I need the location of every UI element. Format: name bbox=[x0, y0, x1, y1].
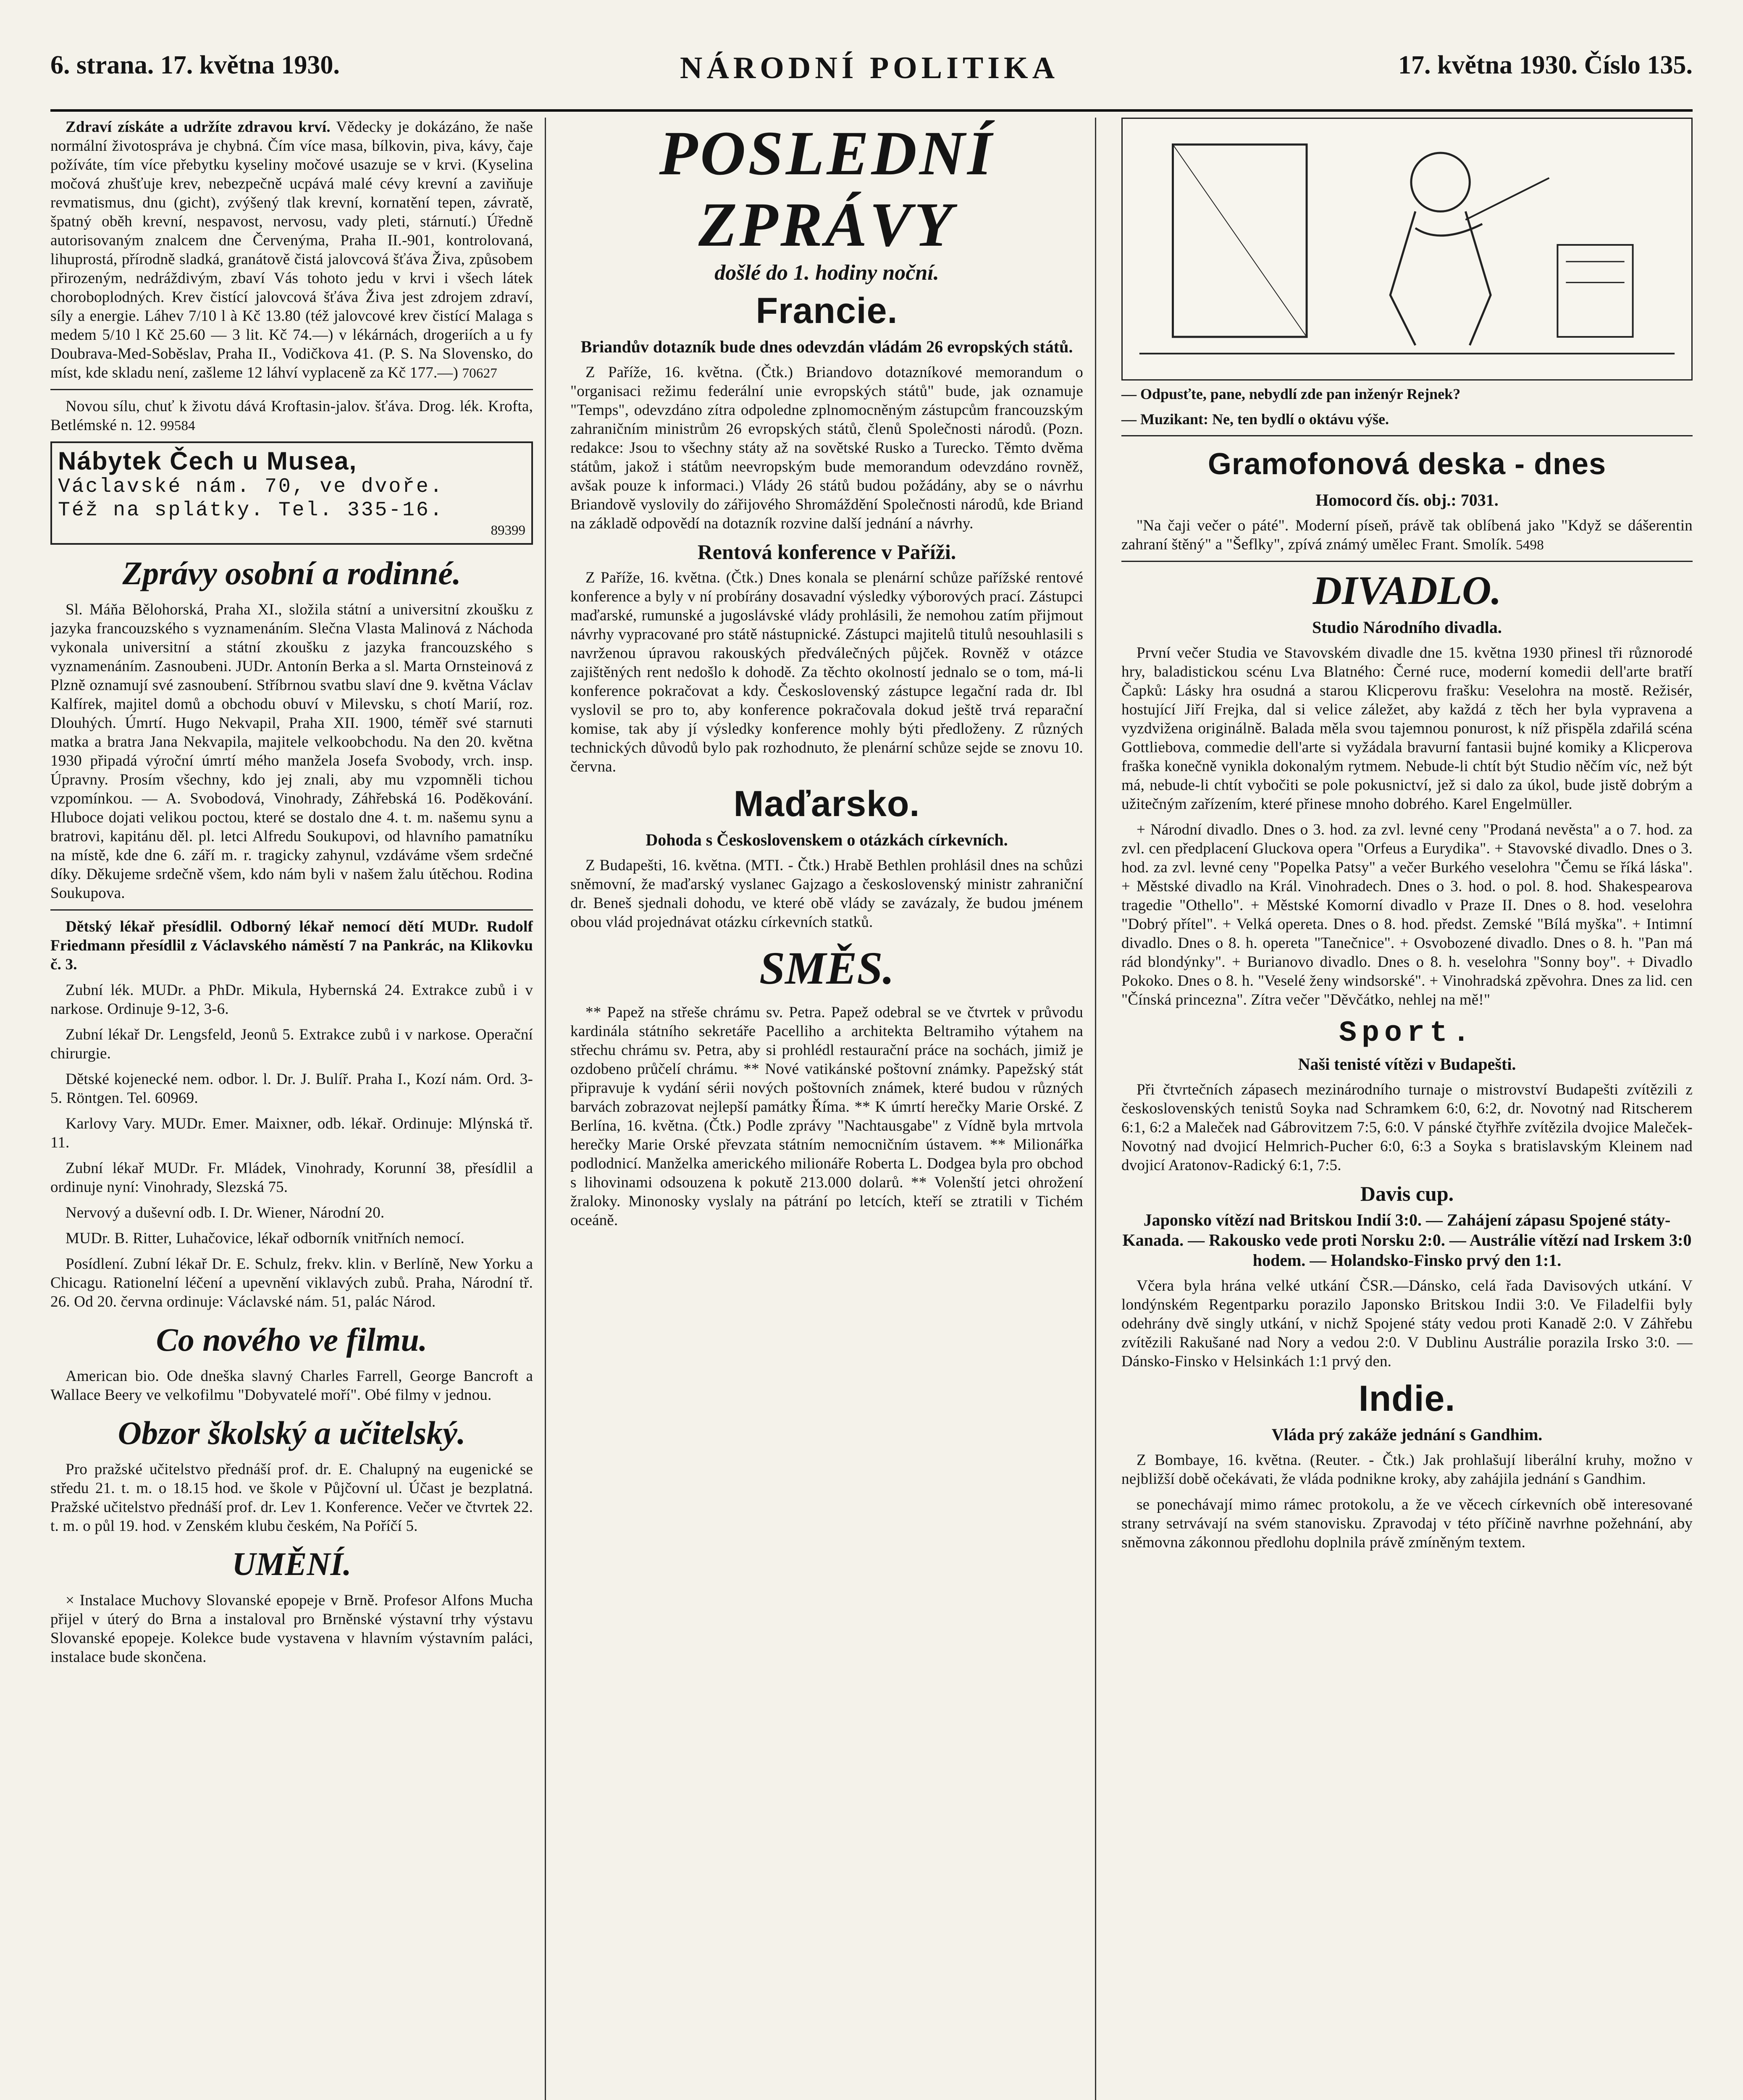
section-text-mix: ** Papež na střeše chrámu sv. Petra. Papež odebral se ve čtvrtek v průvodu kardinála státního sekretáře Pacelliho a architekta Beltramiho výtahem na střechu chrámu sv. Petra, aby si prohlédl restaurační práce na sochách, jimiž je ozdobeno průčelí chrámu. ** Nové vatikánské poštovní známky. Papežský stát připravuje k vydání sérii nových poštovních známek, které budou v různých barvách zobrazovat nejlepší památky Říma. ** K úmrtí herečky Marie Orské. Z Berlína, 16. května. (Čtk.) Podle zprávy "Nachtausgabe" z Vídně byla mrtvola herečky Marie Orské převzata státním nemocničním ústavem. ** Milionářka podlodnicí. Manželka amerického milionáře Roberta L. Dodgea byla pro obchod s lihovinami odsouzena k pokutě 213.000 dolarů. ** Volenští jetci ohrožení žraloky. Minonosky vyslaly na pátrání po letcích, kteří se ztratili v Tichém oceáně. bbox=[570, 1004, 1083, 1229]
ad-kroftasin bbox=[50, 397, 533, 435]
section-text-film: American bio. Ode dneška slavný Charles Farrell, George Bancroft a Wallace Beery ve velkofilmu "Dobyvatelé moří". Obé filmy v jednou. bbox=[50, 1368, 533, 1404]
latest-news-subtitle: došlé do 1. hodiny noční. bbox=[714, 261, 939, 285]
subheading-hungary: Dohoda s Československem o otázkách církevních. bbox=[646, 830, 1008, 849]
ad-gramophone-text bbox=[1121, 516, 1693, 554]
classified-item: Zubní lék. MUDr. a PhDr. Mikula, Hybernská 24. Extrakce zubů i v narkose. Ordinuje 9-12, 3-6. bbox=[50, 982, 533, 1018]
section-text-theatre: První večer Studia ve Stavovském divadle dne 15. května 1930 přinesl tři různorodé hry, baladistickou scénu Lva Blatného: Černé ruce, moderní komedii dell'arte bratří Čapků: Lásky hra osudná a starou Klicperovu frašku: Veselohra na mostě. Režisér, hostující Jiří Frejka, dal si velice záležet, aby každá z těch her byla vypravena a vyzdvižena originálně. Balada měla svou tajemnou ponurost, k níž přispěla zdařilá scéna Gottliebova, commedie dell'arte si vyžádala bravurní fantasii bujné komiky a Klicperova fraška konečně vynikla dokonalým rytmem. Nebude-li chtít být Studio něčím víc, než být má, nebude-li chtít vybočiti se pole pokusnictví, jež si dalo za úkol, bude jistě dobrým a užitečným zařízením, které přinese mnoho dobrého. Karel Engelmüller. bbox=[1121, 644, 1693, 813]
divider bbox=[1121, 561, 1693, 562]
ad-gramophone-sub: Homocord čís. obj.: 7031. bbox=[1315, 491, 1499, 509]
ad-code: 99584 bbox=[160, 418, 195, 433]
heading-france: Francie. bbox=[756, 291, 898, 331]
theatre-program: + Národní divadlo. Dnes o 3. hod. za zvl. levné ceny "Prodaná nevěsta" a o 7. hod. za zvl. cen předplacení Gluckova opera "Orfeus a Eurydika". + Stavovské divadlo. Dnes o 3. hod. za zvl. levné ceny "Popelka Patsy" a večer Burkého veselohra "Čemu se říká láska". + Městské divadlo na Král. Vinohradech. Dnes o 3. hod. o pol. 8. hod. Shakespearova tragedie "Othello". + Městské Komorní divadlo v Praze II. Dnes o 8. hod. veselohra "Dobrý přítel". + Velká opereta. Dnes o 8. hod. předst. Zemské "Bílá myška". + Intimní divadlo. Dnes o 8. h. opereta "Tanečnice". + Osvobozené divadlo. Dnes o 8. h. "Pan má rád blondýnky". + Burianovo divadlo. Dnes o 8. h. veselohra "Sonny boy". + Divadlo Pokoko. Dnes o 8. h. "Veselé ženy windsorské". + Vinohradská zpěvohra. Dnes za lid. cen "Čínská princezna". Zítra večer "Děvčátko, nehlej na mě!" bbox=[1121, 821, 1693, 1008]
classified-item: Karlovy Vary. MUDr. Emer. Maixner, odb. lékař. Ordinuje: Mlýnská tř. 11. bbox=[50, 1115, 533, 1151]
masthead bbox=[50, 38, 1693, 112]
heading-hungary: Maďarsko. bbox=[733, 784, 920, 824]
section-title-art: UMĚNÍ. bbox=[232, 1546, 352, 1582]
heading-rent-conference: Rentová konference v Paříži. bbox=[697, 540, 956, 564]
article-continuation: se ponechávají mimo rámec protokolu, a že ve věcech církevních obě interesované strany setrvávají na svém stanovisku. Zpravodaj v této příčině navrhne požehnání, aby sněmovna zákonnou předlohu doplnila právě zmíněným textem. bbox=[1121, 1496, 1693, 1551]
section-title-school: Obzor školský a učitelský. bbox=[118, 1415, 466, 1451]
column-left bbox=[50, 118, 546, 2100]
article-rent-conference: Z Paříže, 16. května. (Čtk.) Dnes konala se plenární schůze pařížské rentové konference a byly v ní probírány dosavadní výsledky výborových prací. Zástupci maďarské, rumunské a jugoslávské vlády prohlásili, že nemohou zatím přijmout návrhy vypracované pro státě nástupnické. Zástupci majitelů titulů nesouhlasili s navrženou úpravou rakouských předválečných půjček. Rovněž v otázce zajištěných rent nedošlo k dohodě. Za těchto okolností jednalo se o tom, má-li konference pokračovat a kdy. Československý zástupce legační rada dr. Ibl vyslovil se pro to, aby konference pokračovala dokud ještě trvá reparační komise, tak aby jí výsledky konference mohly býti předloženy. Z různých technických důvodů bylo pak rozhodnuto, že plenární schůze sejde se znovu 10. června. bbox=[570, 569, 1083, 775]
ad-furniture-phone: Též na splátky. Tel. 335-16. bbox=[58, 499, 444, 522]
classified-item: Zubní lékař MUDr. Fr. Mládek, Vinohrady, Korunní 38, přesídlil a ordinuje nyní: Vinohrady, Slezská 75. bbox=[50, 1160, 533, 1196]
ad-furniture-address: Václavské nám. 70, ve dvoře. bbox=[58, 475, 444, 498]
cartoon-caption: — Odpusťte, pane, nebydlí zde pan inženýr Rejnek? bbox=[1121, 386, 1461, 402]
ad-furniture-title: Nábytek Čech u Musea, bbox=[58, 447, 357, 475]
ad-gramophone-body: "Na čaji večer o páté". Moderní píseň, právě tak oblíbená jako "Když se dášerentin zahraní štěný" a "Šeflky", zpívá známý umělec Frant. Smolík. bbox=[1121, 517, 1693, 553]
section-title-theatre: DIVADLO. bbox=[1312, 568, 1502, 613]
section-title-personal: Zprávy osobní a rodinné. bbox=[122, 555, 461, 591]
section-text-art: × Instalace Muchovy Slovanské epopeje v Brně. Profesor Alfons Mucha přijel v úterý do Brna a instaloval pro Brněnské výstavní trhy výstavu Slovanské epopeje. Kolekce bude vystavena v hlavním výstavním paláci, instalace bude skončena. bbox=[50, 1592, 533, 1666]
heading-india: Indie. bbox=[1358, 1378, 1456, 1419]
page-issue-right: 17. května 1930. Číslo 135. bbox=[1398, 51, 1693, 79]
section-text-personal: Sl. Máňa Bělohorská, Praha XI., složila státní a universitní zkoušku z jazyka francouzského s vyznamenáním. Slečna Vlasta Malinová z Náchoda vykonala universitní a státní zkoušku z jazyka francouzského s vyznamenáním. Zasnoubeni. JUDr. Antonín Berka a sl. Marta Ornsteinová z Plzně oznamují své zasnoubení. Stříbrnou svatbu slaví dne 9. května Václav Kalfírek, majitel domů a obchodu obuví v Milevsku, s chotí Marií, roz. Dlouhých. Úmrtí. Hugo Nekvapil, Praha XII. 1900, téměř své starnuti matka a bratra Jana Nekvapila, majitele velkoobchodu. Na den 20. května 1930 připadá výroční úmrtí mého manžela Josefa Svobody, vrch. insp. Úpravny. Prosím všechny, kdo jej znali, aby mu vzpomněli tichou vzpomínkou. — A. Svobodová, Vinohrady, Záhřebská 16. Poděkování. Hluboce dojati velikou poctou, které se dostalo dne 4. t. m. našemu synu a bratrovi, kapitánu děl. pl. letci Alfredu Soukupovi, od hlavního pamatníku na místě, kde dne 6. září m. r. tragicky zahynul, vzdáváme všem srdečné díky. Děkujeme srdečně všem, kdo nám byli v našem žalu útěchou. Rodina Soukupova. bbox=[50, 601, 533, 902]
subheading-davis-cup: Japonsko vítězí nad Britskou Indií 3:0. — Zahájení zápasu Spojené státy-Kanada. — Rakousko vede proti Norsku 2:0. — Austrálie vítězí nad Irskem 3:0 hodem. — Holandsko-Finsko prvý den 1:1. bbox=[1122, 1210, 1692, 1270]
ad-kroftasin-text: Novou sílu, chuť k životu dává Kroftasin-jalov. šťáva. Drog. lék. Krofta, Betlémské n. 12. bbox=[50, 398, 533, 434]
classified-item: Dětské kojenecké nem. odbor. l. Dr. J. Bulíř. Praha I., Kozí nám. Ord. 3-5. Röntgen. Tel. 60969. bbox=[50, 1071, 533, 1107]
divider bbox=[50, 909, 533, 911]
section-title-film: Co nového ve filmu. bbox=[156, 1321, 428, 1358]
cartoon bbox=[1121, 118, 1693, 381]
section-sub-theatre: Studio Národního divadla. bbox=[1312, 618, 1502, 637]
subheading-briand: Briandův dotazník bude dnes odevzdán vládám 26 evropských států. bbox=[580, 337, 1073, 356]
ad-gramophone-title: Gramofonová deska - dnes bbox=[1208, 447, 1606, 481]
heading-davis-cup: Davis cup. bbox=[1360, 1182, 1454, 1205]
classified-item: Nervový a duševní odb. I. Dr. Wiener, Národní 20. bbox=[66, 1204, 385, 1221]
ad-ziva-lead: Zdraví získáte a udržíte zdravou krví. bbox=[66, 118, 331, 136]
page-date-left: 6. strana. 17. května 1930. bbox=[50, 51, 340, 79]
column-middle bbox=[559, 118, 1096, 2100]
classified-item: Dětský lékař přesídlil. Odborný lékař nemocí dětí MUDr. Rudolf Friedmann přesídlil z Václavského náměstí 7 na Pankrác, na Klikovku č. 3. bbox=[50, 918, 533, 973]
ad-code: 89399 bbox=[491, 523, 525, 538]
ad-ziva-block bbox=[50, 118, 533, 382]
article-briand: Z Paříže, 16. května. (Čtk.) Briandovo dotazníkové memorandum o "organisaci režimu federální unie evropských států" bude, jak oznamuje "Temps", odevzdáno zítra odpoledne zplnomocněným zástupcům francouzským zahraničním ministrům 26 evropských států, členů Společnosti národů. (Pozn. redakce: Jsou to všechny státy až na sovětské Rusko a Turecko. Těmto dvěma státům, jakož i státům neevropským bude memorandum odevzdáno rovněž, avšak pouze k informaci.) Vlády 26 států budou požádány, aby se o návrhu Briandově vyslovily do zářijového Shromáždění Společnosti národů, kde Briand na základě odpovědí na dotazník rozvine další jednání a návrhy. bbox=[570, 364, 1083, 532]
cartoon-reply: — Muzikant: Ne, ten bydlí o oktávu výše. bbox=[1121, 411, 1389, 428]
violinist-illustration bbox=[1123, 119, 1691, 379]
latest-news-banner bbox=[570, 118, 1083, 286]
classified-item: Zubní lékař Dr. Lengsfeld, Jeonů 5. Extrakce zubů i v narkose. Operační chirurgie. bbox=[50, 1026, 533, 1062]
section-text-school: Pro pražské učitelstvo přednáší prof. dr. E. Chalupný na eugenické se středu 21. t. m. o 18.15 hod. ve škole v Půjčovní ul. Účast je bezplatná. Pražské učitelstvo přednáší prof. dr. Lev 1. Konference. Večer ve čtvrtek 22. t. m. o půl 19. hod. v Zenském klubu českém, Na Poříčí 5. bbox=[50, 1461, 533, 1535]
ad-furniture-box bbox=[50, 441, 533, 545]
ad-code: 5498 bbox=[1516, 538, 1544, 553]
section-title-mix: SMĚS. bbox=[759, 942, 895, 994]
classified-item: MUDr. B. Ritter, Luhačovice, lékař odborník vnitřních nemocí. bbox=[66, 1230, 465, 1247]
article-davis-cup: Včera byla hrána velké utkání ČSR.—Dánsko, celá řada Davisových utkání. V londýnském Regentparku porazilo Japonsko Britskou Indii 3:0. Ve Filadelfii byly odehrány dvě singly utkání, v nichž Spojené státy vedou proti Kanadě 2:0. V Záhřebu zvítězili Rakušané nad Nory a vedou 2:0. V Dublinu Austrálie porazila Irsko 3:0. — Dánsko-Finsko v Helsinkách 1:1 prvý den. bbox=[1121, 1277, 1693, 1370]
subheading-india: Vláda prý zakáže jednání s Gandhim. bbox=[1271, 1425, 1543, 1444]
column-right bbox=[1109, 118, 1693, 2100]
latest-news-title: POSLEDNÍ ZPRÁVY bbox=[659, 118, 995, 260]
ad-code: 70627 bbox=[462, 366, 497, 381]
divider bbox=[50, 389, 533, 390]
divider bbox=[1121, 435, 1693, 436]
newspaper-title: NÁRODNÍ POLITIKA bbox=[680, 51, 1059, 85]
article-india: Z Bombaye, 16. května. (Reuter. - Čtk.) Jak prohlašují liberální kruhy, možno v nejbližší době očekávati, že vláda podnikne kroky, aby zahájila jednání s Gandhim. bbox=[1121, 1452, 1693, 1488]
article-hungary: Z Budapešti, 16. května. (MTI. - Čtk.) Hrabě Bethlen prohlásil dnes na schůzi sněmovní, že maďarský vyslanec Gajzago a československý ministr zahraniční dr. Beneš sjednali dohodu, ve které obě vlády se zavázaly, že budou jménem obou vlád projednávat otázku církevních statků. bbox=[570, 857, 1083, 931]
classified-item: Posídlení. Zubní lékař Dr. E. Schulz, frekv. klin. v Berlíně, New Yorku a Chicagu. Rationelní léčení a upevnění viklavých zubů. Praha, Národní tř. 26. Od 20. června ordinuje: Václavské nám. 51, palác Národ. bbox=[50, 1255, 533, 1310]
ad-ziva-text: Vědecky je dokázáno, že naše normální životospráva je chybná. Čím více masa, bílkovin, piva, kávy, čaje požíváte, tím více přebytku kyseliny močové usazuje se v krvi. (Kyselina močová zhušťuje krev, nebezpečně ucpává malé cévy krevní a zaviňuje revmatismus, dnu (gicht), zvýšený tlak krevní, kornatění tepen, závratě, špatný oběh krevní, nespavost, nervosu, vady pleti, stárnutí.) Úředně autorisovaným znalcem dne Červenýma, Praha II.-901, kontrolovaná, lihuprostá, přírodně sladká, granátově čistá jalovcová šťáva Živa, způsobem přirozeným, nedráždivým, zbaví Vás tohoto jedu v krvi i všech látek choroboplodných. Krev čistící jalovcová šťáva Živa jest zdrojem zdraví, síly a energie. Láhev 7/10 l à Kč 13.80 (též jalovcové krev čistící Malaga s medem 5/10 l Kč 25.60 — 3 lit. Kč 74.—) v lékárnách, drogeriích a u fy Doubrava-Med-Soběslav, Praha II., Vodičkova 41. (P. S. Na Slovensko, do míst, kde skladu není, zašleme 12 láhví vyplaceně za Kč 177.—) bbox=[50, 118, 533, 381]
sport-text: Při čtvrtečních zápasech mezinárodního turnaje o mistrovství Budapešti zvítězili z československých tenistů Soyka nad Schramkem 6:0, 6:2, dr. Novotný nad Ritscherem 6:1, 6:2 a Maleček nad Gábrovitzem 7:5, 6:0. V pánské čtyřhře zvítězila dvojice Maleček-Novotný nad dvojicí Helmrich-Pucher 6:0, 6:3 a Soyka s bratislavským Kleinem nad dvojicí Aratonov-Radický 6:1, 7:5. bbox=[1121, 1081, 1693, 1174]
section-title-sport: Sport. bbox=[1339, 1017, 1475, 1050]
sport-subheading: Naši tenisté vítězi v Budapešti. bbox=[1298, 1055, 1516, 1074]
